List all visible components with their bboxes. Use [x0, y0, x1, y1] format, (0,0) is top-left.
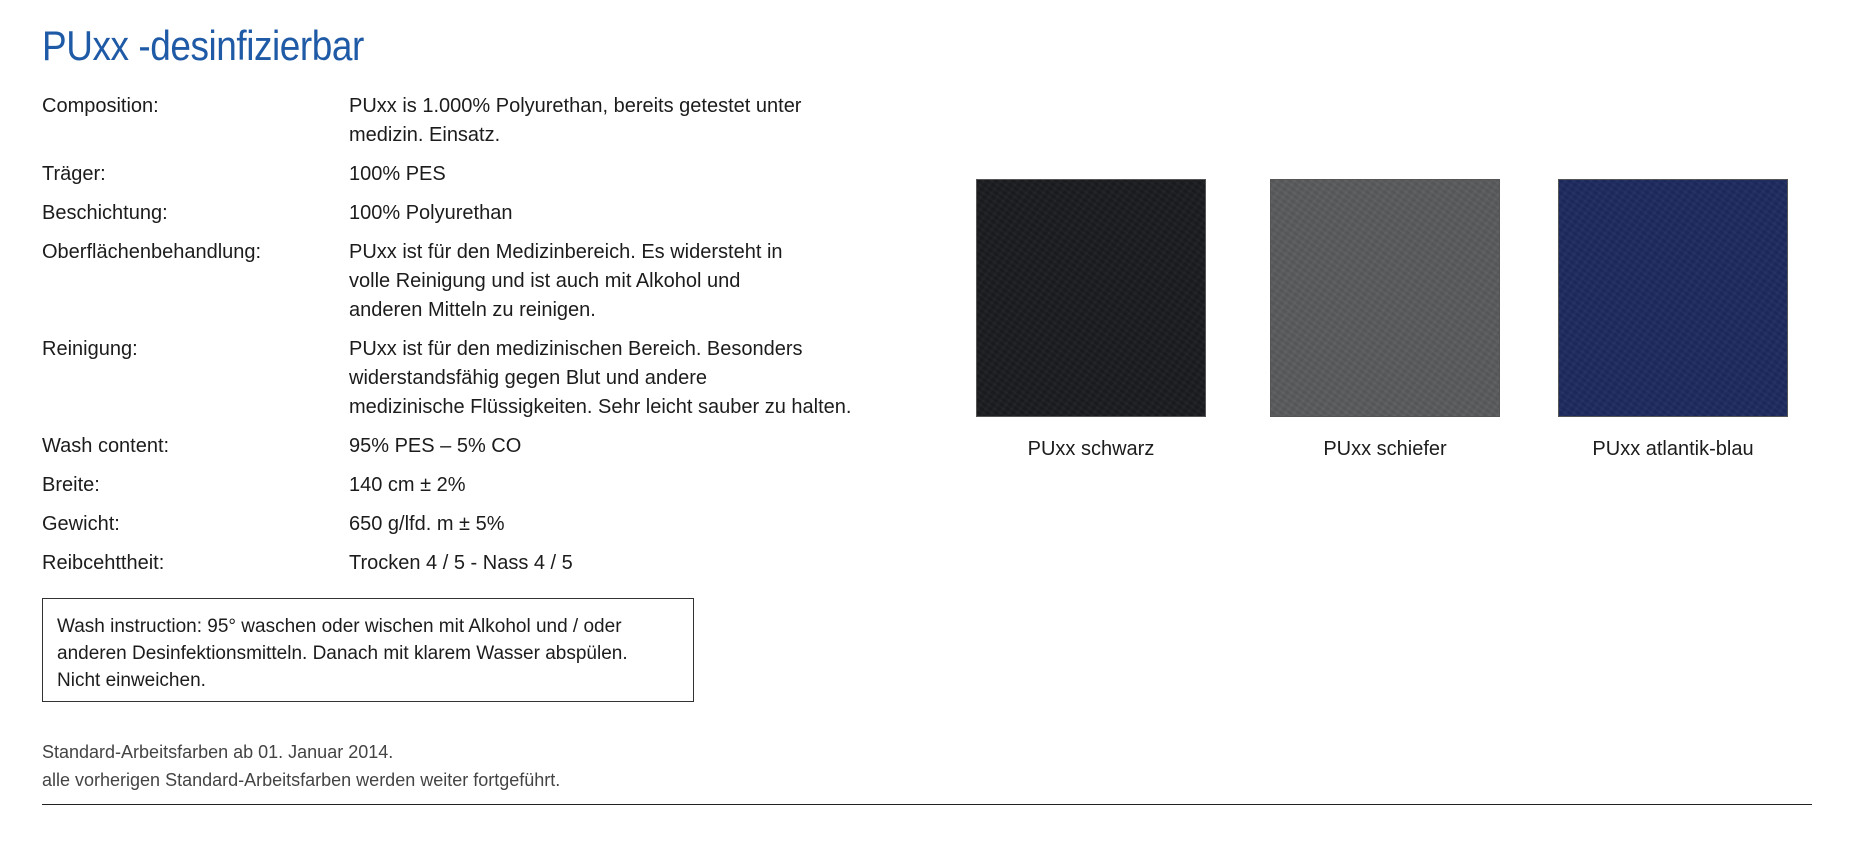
spec-row-gewicht	[42, 510, 902, 539]
spec-label: Oberflächenbehandlung:	[42, 241, 262, 263]
spec-value: 650 g/lfd. m ± 5%	[349, 513, 505, 535]
spec-row-reibechtheit	[42, 549, 902, 578]
swatch-schwarz	[976, 179, 1206, 463]
spec-label: Wash content:	[42, 435, 170, 457]
spec-row-composition	[42, 92, 902, 150]
spec-row-reinigung	[42, 335, 902, 422]
fabric-sample	[1270, 179, 1500, 417]
spec-row-breite	[42, 471, 902, 500]
swatch-label: PUxx schiefer	[1323, 438, 1447, 460]
color-swatches	[976, 179, 1786, 479]
page-title: PUxx -desinfizierbar	[42, 22, 364, 69]
bottom-divider	[42, 804, 1812, 805]
spec-table	[42, 92, 902, 588]
spec-label: Composition:	[42, 95, 159, 117]
spec-label: Gewicht:	[42, 513, 120, 535]
spec-value: 100% Polyurethan	[349, 202, 513, 224]
spec-label: Reibcehttheit:	[42, 552, 165, 574]
wash-instruction-box: Wash instruction: 95° waschen oder wischen mit Alkohol und / oder anderen Desinfektionsmitteln. Danach mit klarem Wasser abspülen. Nicht einweichen.	[42, 598, 694, 702]
spec-row-beschichtung	[42, 199, 902, 228]
spec-value: 95% PES – 5% CO	[349, 435, 522, 457]
spec-value: Trocken 4 / 5 - Nass 4 / 5	[349, 552, 573, 574]
footnote	[42, 738, 560, 794]
spec-row-wash-content	[42, 432, 902, 461]
fabric-sample	[1558, 179, 1788, 417]
footnote-line: Standard-Arbeitsfarben ab 01. Januar 2014.	[42, 742, 394, 762]
spec-label: Beschichtung:	[42, 202, 168, 224]
fabric-sample	[976, 179, 1206, 417]
spec-row-traeger	[42, 160, 902, 189]
spec-value: PUxx ist für den Medizinbereich. Es widersteht in volle Reinigung und ist auch mit Alkohol und anderen Mitteln zu reinigen.	[349, 241, 783, 321]
swatch-label: PUxx atlantik-blau	[1592, 438, 1754, 460]
spec-label: Reinigung:	[42, 338, 138, 360]
swatch-atlantik-blau	[1558, 179, 1788, 463]
swatch-label: PUxx schwarz	[1027, 438, 1155, 460]
spec-value: PUxx is 1.000% Polyurethan, bereits getestet unter medizin. Einsatz.	[349, 95, 802, 146]
spec-value: 100% PES	[349, 163, 446, 185]
spec-value: PUxx ist für den medizinischen Bereich. Besonders widerstandsfähig gegen Blut und andere medizinische Flüssigkeiten. Sehr leicht sauber zu halten.	[349, 338, 852, 418]
spec-label: Träger:	[42, 163, 106, 185]
spec-row-oberflaechenbehandlung	[42, 238, 902, 325]
spec-label: Breite:	[42, 474, 100, 496]
swatch-schiefer	[1270, 179, 1500, 463]
spec-value: 140 cm ± 2%	[349, 474, 466, 496]
footnote-line: alle vorherigen Standard-Arbeitsfarben werden weiter fortgeführt.	[42, 770, 561, 790]
